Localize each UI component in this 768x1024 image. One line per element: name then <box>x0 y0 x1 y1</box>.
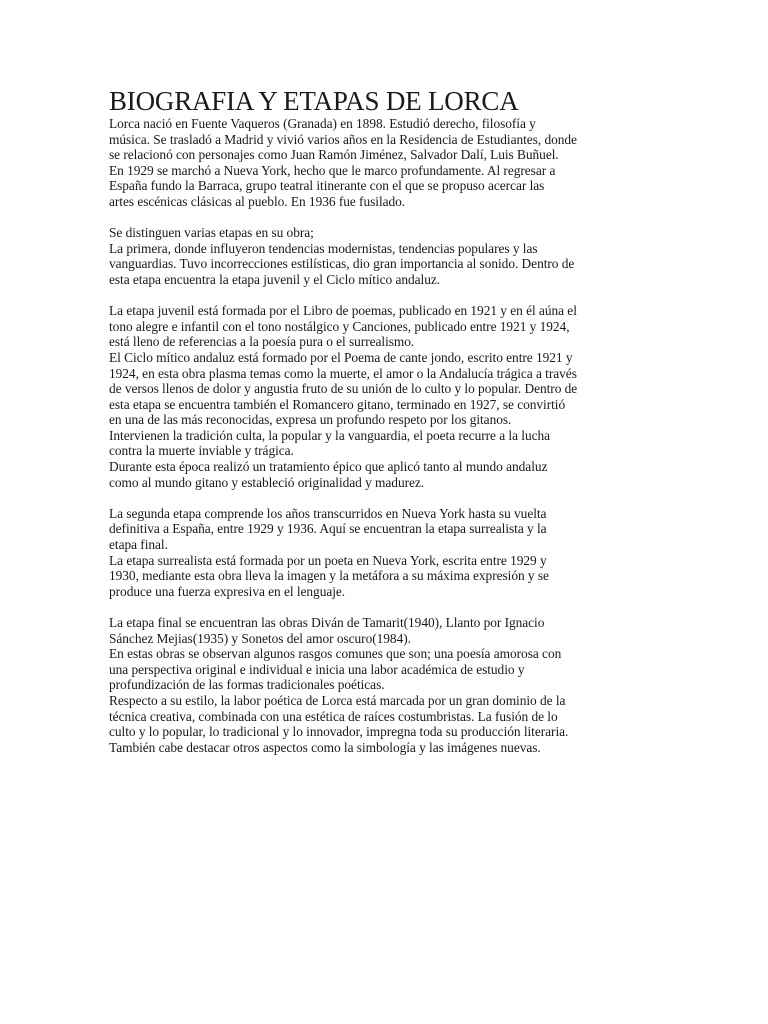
text-line: El Ciclo mítico andaluz está formado por el Poema de cante jondo, escrito entre 1921 y <box>109 349 573 365</box>
text-line: La etapa final se encuentran las obras Diván de Tamarit(1940), Llanto por Ignacio <box>109 615 545 630</box>
paragraph-break <box>109 490 679 506</box>
text-line: como al mundo gitano y estableció originalidad y madurez. <box>109 474 425 490</box>
text-line: En 1929 se marchó a Nueva York, hecho que le marco profundamente. Al regresar a <box>109 162 556 178</box>
text-line: España fundo la Barraca, grupo teatral itinerante con el que se propuso acercar las <box>109 178 545 194</box>
text-line: esta etapa se encuentra también el Romancero gitano, terminado en 1927, se convirtió <box>109 396 566 412</box>
text-line: una perspectiva original e individual e inicia una labor académica de estudio y <box>109 661 525 677</box>
text-line: En estas obras se observan algunos rasgos comunes que son; una poesía amorosa con <box>109 646 562 662</box>
text-line: Se distinguen varias etapas en su obra; <box>109 225 314 241</box>
text-line: Respecto a su estilo, la labor poética de Lorca está marcada por un gran dominio de la <box>109 692 566 708</box>
document-body <box>109 86 679 755</box>
text-line: La etapa juvenil está formada por el Libro de poemas, publicado en 1921 y en él aúna el <box>109 303 577 319</box>
text-line: esta etapa encuentra la etapa juvenil y el Ciclo mítico andaluz. <box>109 271 441 287</box>
text-line: profundización de las formas tradicionales poéticas. <box>109 677 385 693</box>
text-line: 1924, en esta obra plasma temas como la muerte, el amor o la Andalucía trágica a través <box>109 365 577 381</box>
text-line: También cabe destacar otros aspectos como la simbología y las imágenes nuevas. <box>109 739 541 755</box>
paragraph-break <box>109 599 679 615</box>
text-line: se relacionó con personajes como Juan Ramón Jiménez, Salvador Dalí, Luis Buñuel. <box>109 147 559 163</box>
document-text <box>109 116 679 755</box>
text-line: Intervienen la tradición culta, la popular y la vanguardia, el poeta recurre a la lucha <box>109 427 551 443</box>
text-line: tono alegre e infantil con el tono nostálgico y Canciones, publicado entre 1921 y 1924, <box>109 318 570 334</box>
text-line: de versos llenos de dolor y angustia fruto de su unión de lo culto y lo popular. Dentro de <box>109 381 578 397</box>
text-line: etapa final. <box>109 537 168 553</box>
text-line: culto y lo popular, lo tradicional y lo innovador, impregna toda su producción literaria. <box>109 724 569 740</box>
text-line: Durante esta época realizó un tratamiento épico que aplicó tanto al mundo andaluz <box>109 459 548 475</box>
text-line: definitiva a España, entre 1929 y 1936. Aquí se encuentran la etapa surrealista y la <box>109 521 547 537</box>
text-line: música. Se trasladó a Madrid y vivió varios años en la Residencia de Estudiantes, donde <box>109 131 577 147</box>
text-line: vanguardias. Tuvo incorrecciones estilísticas, dio gran importancia al sonido. Dentro de <box>109 256 575 272</box>
text-line: La segunda etapa comprende los años transcurridos en Nueva York hasta su vuelta <box>109 505 547 521</box>
text-line: en una de las más reconocidas, expresa un profundo respeto por los gitanos. <box>109 412 512 428</box>
paragraph-break <box>109 210 679 226</box>
text-line: produce una fuerza expresiva en el lenguaje. <box>109 583 346 599</box>
text-line: Lorca nació en Fuente Vaqueros (Granada) en 1898. Estudió derecho, filosofía y <box>109 116 536 131</box>
text-line: La primera, donde influyeron tendencias modernistas, tendencias populares y las <box>109 240 538 256</box>
text-line: técnica creativa, combinada con una estética de raíces costumbristas. La fusión de lo <box>109 708 558 724</box>
text-line: 1930, mediante esta obra lleva la imagen y la metáfora a su máxima expresión y se <box>109 568 549 584</box>
text-line: artes escénicas clásicas al pueblo. En 1936 fue fusilado. <box>109 193 406 209</box>
text-line: Sánchez Mejias(1935) y Sonetos del amor oscuro(1984). <box>109 630 411 646</box>
document-title: BIOGRAFIA Y ETAPAS DE LORCA <box>109 86 519 116</box>
text-line: está lleno de referencias a la poesía pura o el surrealismo. <box>109 334 415 350</box>
text-line: La etapa surrealista está formada por un poeta en Nueva York, escrita entre 1929 y <box>109 552 547 568</box>
paragraph-break <box>109 288 679 304</box>
text-line: contra la muerte inviable y trágica. <box>109 443 294 459</box>
